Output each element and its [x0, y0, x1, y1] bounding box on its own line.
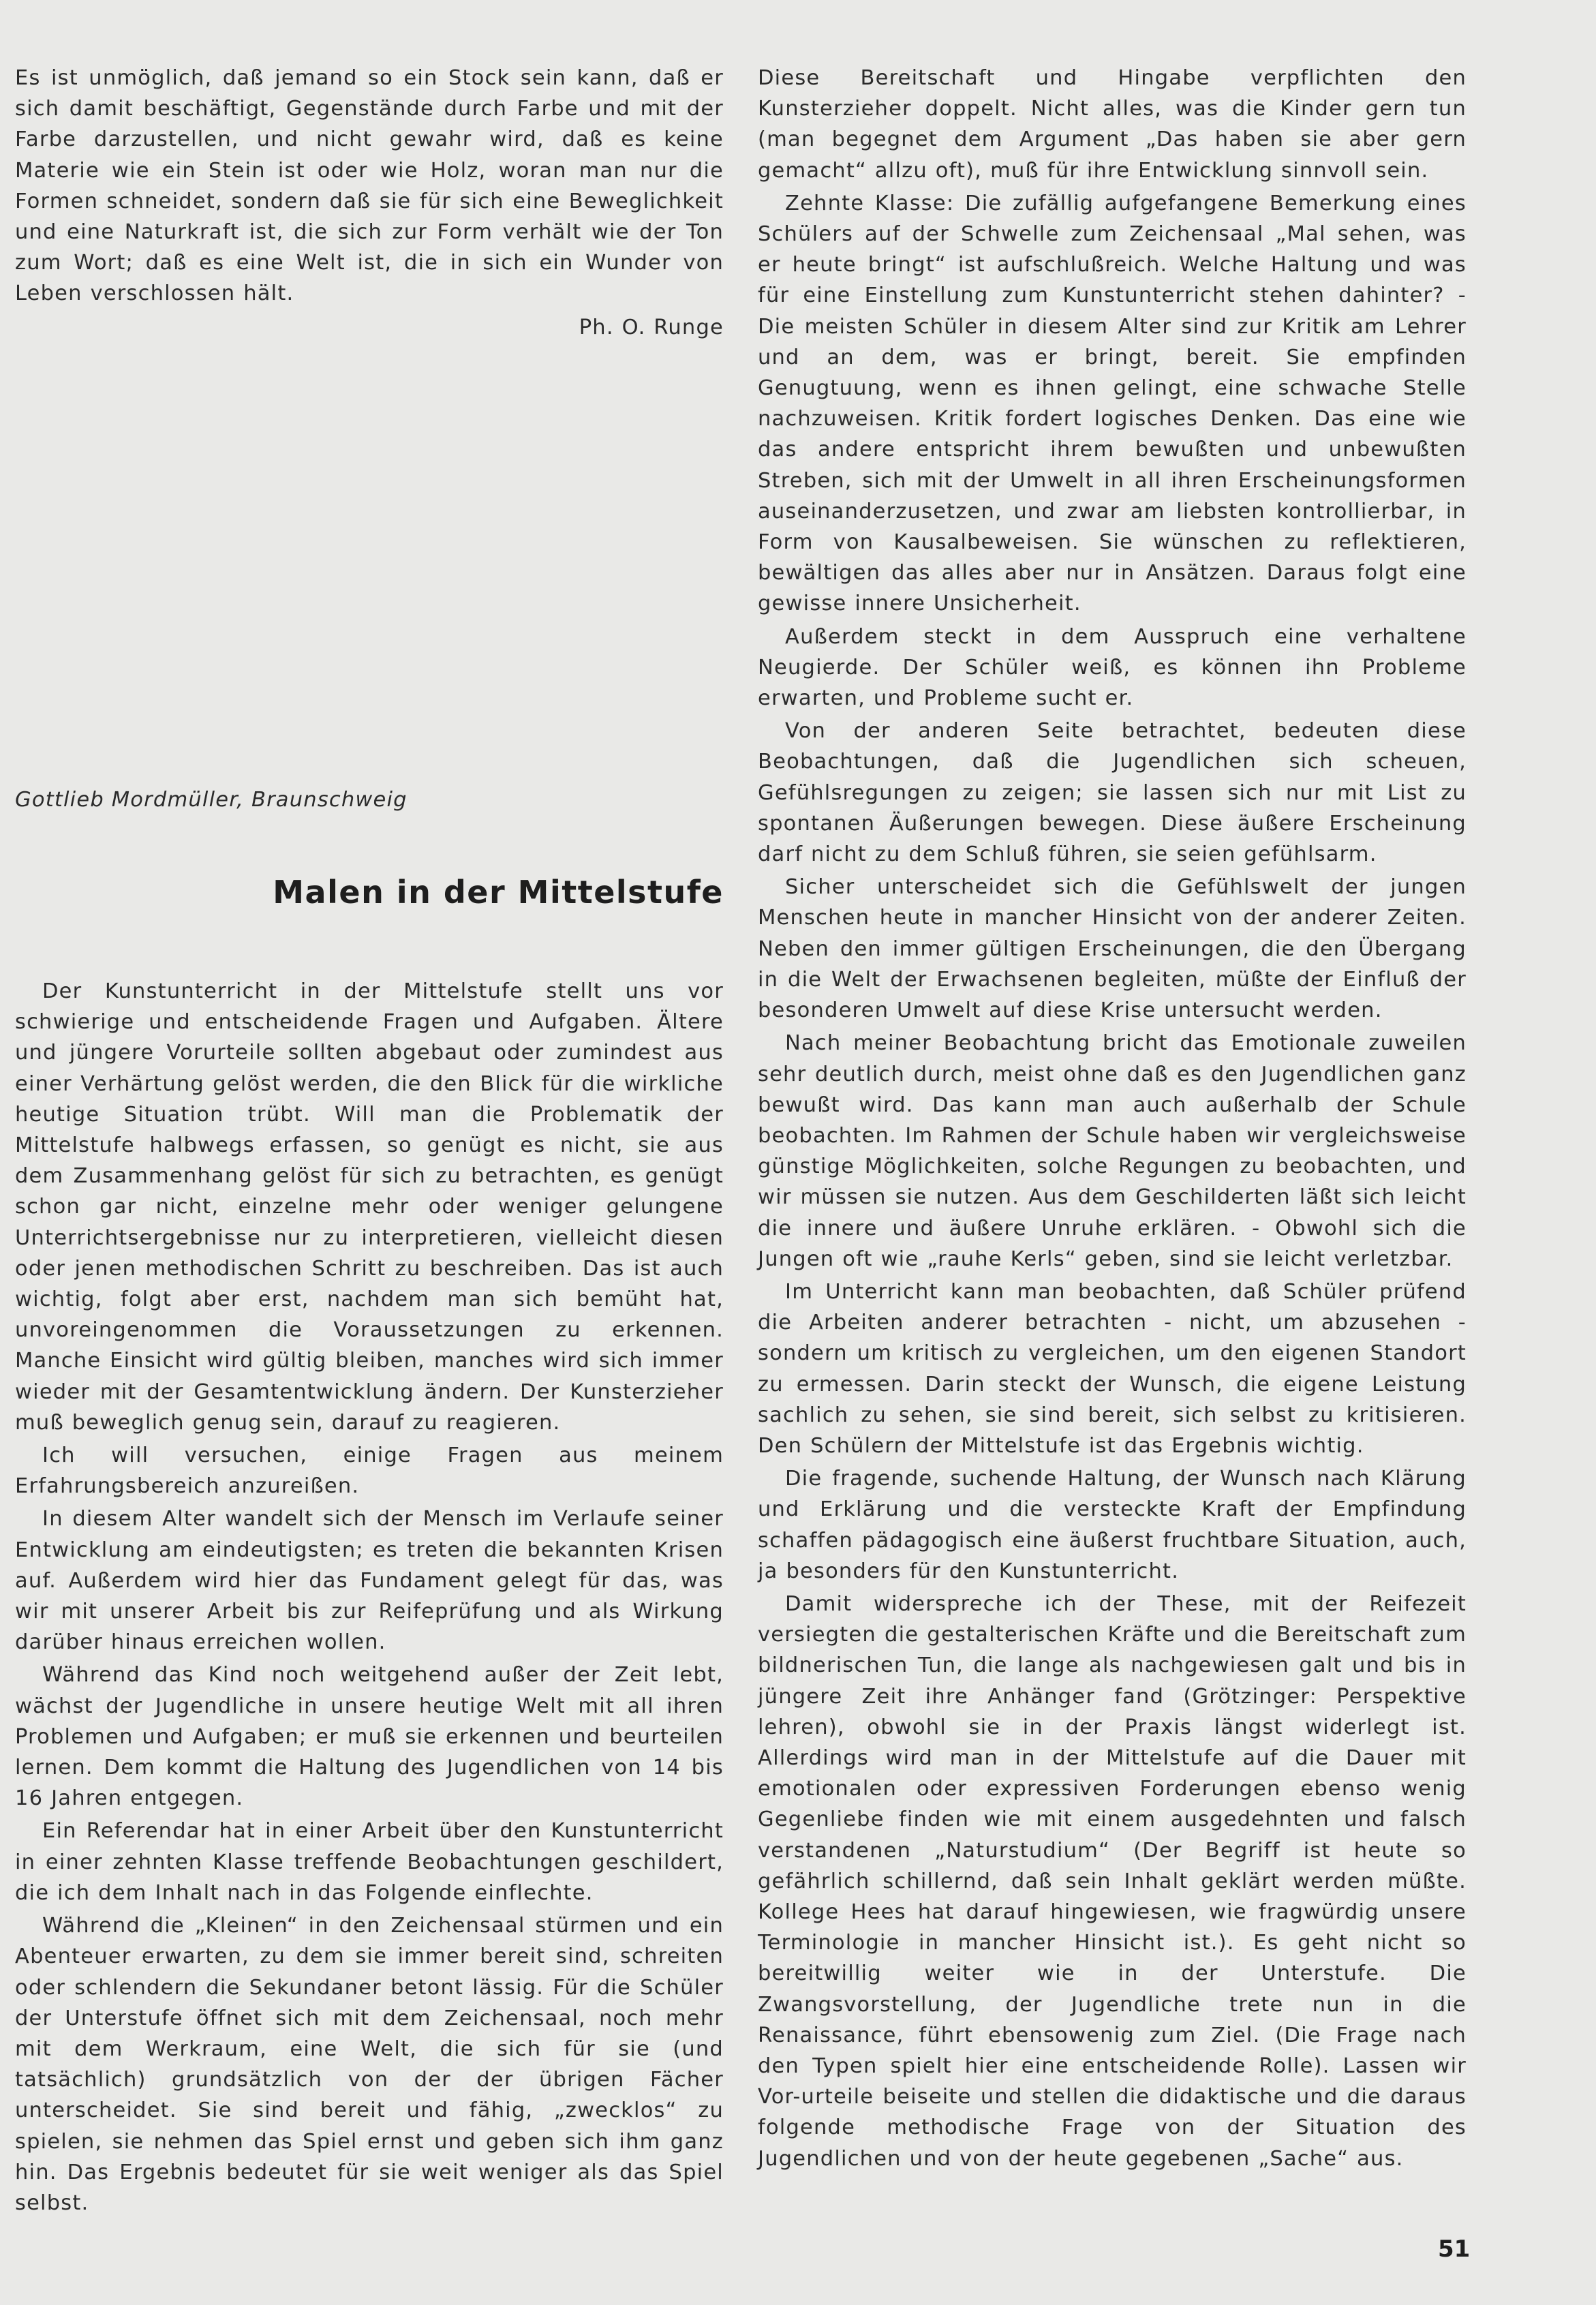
paragraph: Der Kunstunterricht in der Mittelstufe stellt uns vor schwierige und entscheidende Fragen und Aufgaben. Ältere und jüngere Vorurteile sollten abgebaut oder zumindest aus einer Verhärtung gelöst werden, die den Blick für die wirkliche heutige Situation trübt. Will man die Problematik der Mittelstufe halbwegs erfassen, so genügt es nicht, sie aus dem Zusammenhang gelöst für sich zu betrachten, es genügt schon gar nicht, einzelne mehr oder weniger gelungene Unterrichtsergebnisse nur zu interpretieren, vielleicht diesen oder jenen methodischen Schritt zu beschreiben. Das ist auch wichtig, folgt aber erst, nachdem man sich bemüht hat, unvoreingenommen die Voraussetzungen zu erkennen. Manche Einsicht wird gültig bleiben, manches wird sich immer wieder mit der Gesamtentwicklung ändern. Der Kunsterzieher muß beweglich genug sein, darauf zu reagieren. [15, 979, 724, 1435]
paragraph: In diesem Alter wandelt sich der Mensch im Verlaufe seiner Entwicklung am eindeutigsten; es treten die bekannten Krisen auf. Außerdem wird hier das Fundament gelegt für das, was wir mit unserer Arbeit bis zur Reifeprüfung und als Wirkung darüber hinaus erreichen wollen. [15, 1507, 724, 1655]
article-title: Malen in der Mittelstufe [273, 874, 724, 911]
paragraph: Ein Referendar hat in einer Arbeit über den Kunstunterricht in einer zehnten Klasse treffende Beobachtungen geschildert, die ich dem Inhalt nach in das Folgende einflechte. [15, 1819, 724, 1905]
left-column-body [15, 976, 724, 2220]
article-byline: Gottlieb Mordmüller, Braunschweig [15, 788, 408, 812]
paragraph: Die fragende, suchende Haltung, der Wunsch nach Klärung und Erklärung und die versteckte Kraft der Empfindung schaffen pädagogisch eine äußerst fruchtbare Situation, auch, ja besonders für den Kunstunterricht. [758, 1467, 1467, 1583]
paragraph: Diese Bereitschaft und Hingabe verpflichten den Kunsterzieher doppelt. Nicht alles, was die Kinder gern tun (man begegnet dem Argument „Das haben sie aber gern gemacht“ allzu oft), muß für ihre Entwicklung sinnvoll sein. [758, 66, 1467, 183]
epigraph-quote: Es ist unmöglich, daß jemand so ein Stock sein kann, daß er sich damit beschäftigt, Gegenstände durch Farbe und mit der Farbe darzustellen, und nicht gewahr wird, daß es keine Materie wie ein Stein ist oder wie Holz, woran man nur die Formen schneidet, sondern daß sie für sich eine Beweglichkeit und eine Naturkraft ist, die sich zur Form verhält wie der Ton zum Wort; daß es eine Welt ist, die in sich ein Wunder von Leben verschlossen hält. [15, 66, 724, 306]
paragraph: Während die „Kleinen“ in den Zeichensaal stürmen und ein Abenteuer erwarten, zu dem sie immer bereit sind, schreiten oder schlendern die Sekundaner betont lässig. Für die Schüler der Unterstufe öffnet sich mit dem Zeichensaal, noch mehr mit dem Werkraum, eine Welt, die sich für sie (und tatsächlich) grundsätzlich von der der übrigen Fächer unterscheidet. Sie sind bereit und fähig, „zwecklos“ zu spielen, sie nehmen das Spiel ernst und geben sich ihm ganz hin. Das Ergebnis bedeutet für sie weit weniger als das Spiel selbst. [15, 1914, 724, 2215]
epigraph-author: Ph. O. Runge [579, 315, 724, 339]
paragraph: Außerdem steckt in dem Ausspruch eine verhaltene Neugierde. Der Schüler weiß, es können ihn Probleme erwarten, und Probleme sucht er. [758, 624, 1467, 711]
paragraph: Nach meiner Beobachtung bricht das Emotionale zuweilen sehr deutlich durch, meist ohne daß es den Jugendlichen ganz bewußt wird. Das kann man auch außerhalb der Schule beobachten. Im Rahmen der Schule haben wir vergleichsweise günstige Möglichkeiten, solche Regungen zu beobachten, und wir müssen sie nutzen. Aus dem Geschilderten läßt sich leicht die innere und äußere Unruhe erklären. - Obwohl sich die Jungen oft wie „rauhe Kerls“ geben, sind sie leicht verletzbar. [758, 1031, 1467, 1271]
paragraph: Damit widerspreche ich der These, mit der Reifezeit versiegten die gestalterischen Kräfte und die Bereitschaft zum bildnerischen Tun, die lange als nachgewiesen galt und bis in jüngere Zeit ihre Anhänger fand (Grötzinger: Perspektive lehren), obwohl sie in der Praxis längst widerlegt ist. Allerdings wird man in der Mittelstufe auf die Dauer mit emotionalen oder expressiven Forderungen ebenso wenig Gegenliebe finden wie mit einem ausgedehnten und falsch verstandenen „Naturstudium“ (Der Begriff ist heute so gefährlich schillernd, daß sein Inhalt geklärt werden müßte. Kollege Hees hat darauf hingewiesen, wie fragwürdig unsere Terminologie in mancher Hinsicht ist.). Es geht nicht so bereitwillig weiter wie in der Unterstufe. Die Zwangsvorstellung, der Jugendliche trete nun in die Renaissance, führt ebensowenig zum Ziel. (Die Frage nach den Typen spielt hier eine entscheidende Rolle). Lassen wir Vor-urteile beiseite und stellen die didaktische und die daraus folgende methodische Frage von der Situation des Jugendlichen und von der heute gegebenen „Sache“ aus. [758, 1591, 1467, 2171]
right-column-body [758, 63, 1467, 2176]
paragraph: Sicher unterscheidet sich die Gefühlswelt der jungen Menschen heute in mancher Hinsicht von der anderer Zeiten. Neben den immer gültigen Erscheinungen, die den Übergang in die Welt der Erwachsenen begleiten, müßte der Einfluß der besonderen Umwelt auf diese Krise untersucht werden. [758, 875, 1467, 1023]
epigraph [15, 63, 724, 343]
paragraph: Während das Kind noch weitgehend außer der Zeit lebt, wächst der Jugendliche in unsere heutige Welt mit all ihren Problemen und Aufgaben; er muß sie erkennen und beurteilen lernen. Dem kommt die Haltung des Jugendlichen von 14 bis 16 Jahren entgegen. [15, 1663, 724, 1811]
paragraph: Im Unterricht kann man beobachten, daß Schüler prüfend die Arbeiten anderer betrachten - nicht, um abzusehen - sondern um kritisch zu vergleichen, um den eigenen Standort zu ermessen. Darin steckt der Wunsch, die eigene Leistung sachlich zu sehen, sie sind bereit, sich selbst zu kritisieren. Den Schülern der Mittelstufe ist das Ergebnis wichtig. [758, 1279, 1467, 1458]
paragraph: Von der anderen Seite betrachtet, bedeuten diese Beobachtungen, daß die Jugendlichen sich scheuen, Gefühlsregungen zu zeigen; sie lassen sich nur mit List zu spontanen Äußerungen bewegen. Diese äußere Erscheinung darf nicht zu dem Schluß führen, sie seien gefühlsarm. [758, 719, 1467, 867]
paragraph: Zehnte Klasse: Die zufällig aufgefangene Bemerkung eines Schülers auf der Schwelle zum Zeichensaal „Mal sehen, was er heute bringt“ ist aufschlußreich. Welche Haltung und was für eine Einstellung zum Kunstunterricht stehen dahinter? - Die meisten Schüler in diesem Alter sind zur Kritik am Lehrer und an dem, was er bringt, bereit. Sie empfinden Genugtuung, wenn es ihnen gelingt, eine schwache Stelle nachzuweisen. Kritik fordert logisches Denken. Das eine wie das andere entspricht ihrem bewußten und unbewußten Streben, sich mit der Umwelt in all ihren Erscheinungsformen auseinanderzusetzen, und zwar am liebsten kontrollierbar, in Form von Kausalbeweisen. Sie wünschen zu reflektieren, bewältigen das alles aber nur in Ansätzen. Daraus folgt eine gewisse innere Unsicherheit. [758, 191, 1467, 616]
page-number: 51 [1438, 2235, 1471, 2263]
paragraph: Ich will versuchen, einige Fragen aus meinem Erfahrungsbereich anzureißen. [15, 1444, 724, 1499]
